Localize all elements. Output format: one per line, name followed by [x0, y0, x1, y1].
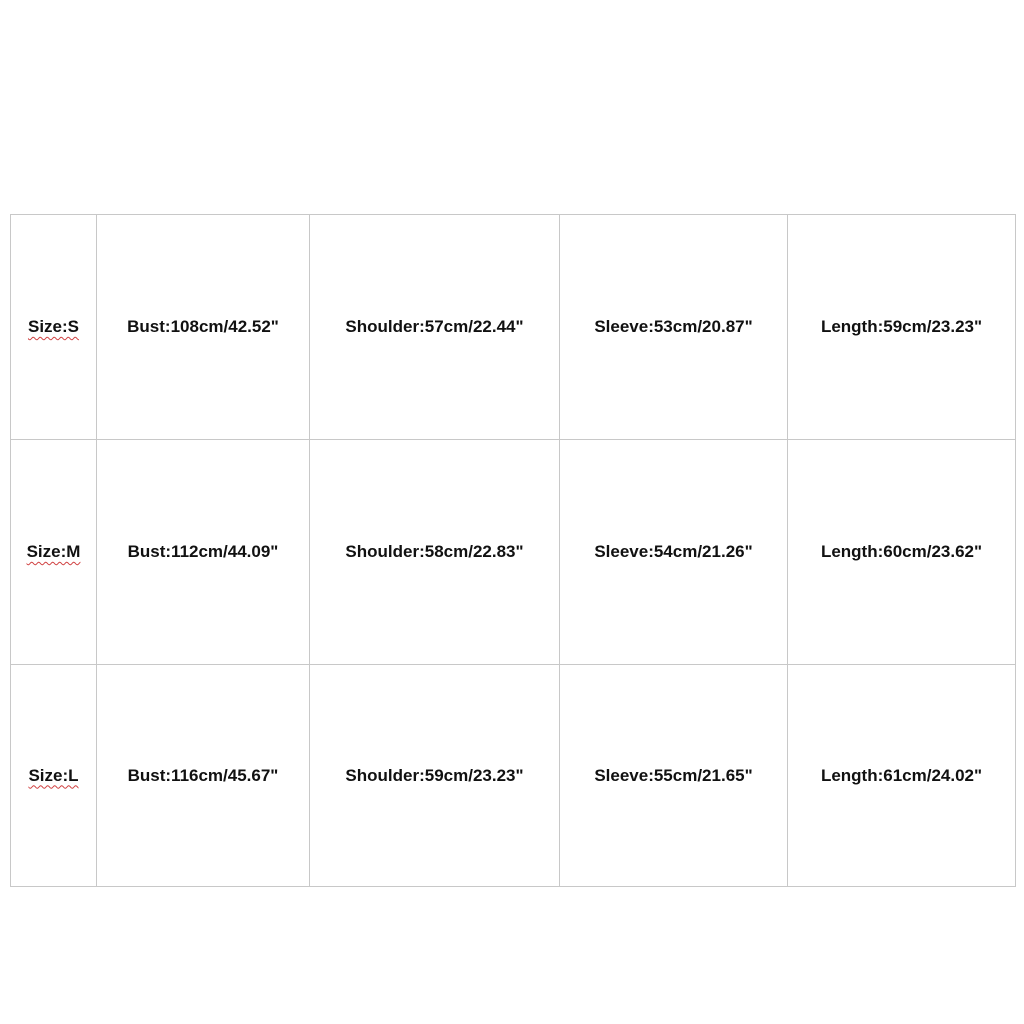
- table-row-size-l: [11, 665, 1016, 887]
- sleeve-cell: Sleeve:55cm/21.65": [560, 665, 788, 887]
- size-cell: [11, 665, 97, 887]
- sleeve-cell: Sleeve:53cm/20.87": [560, 215, 788, 440]
- table-row-size-m: [11, 440, 1016, 665]
- shoulder-cell: Shoulder:59cm/23.23": [310, 665, 560, 887]
- bust-cell: Bust:108cm/42.52": [97, 215, 310, 440]
- length-cell: Length:59cm/23.23": [788, 215, 1016, 440]
- table-row-size-s: [11, 215, 1016, 440]
- size-label: Size:S: [27, 317, 80, 336]
- shoulder-cell: Shoulder:58cm/22.83": [310, 440, 560, 665]
- size-chart-table: [10, 214, 1016, 887]
- length-cell: Length:60cm/23.62": [788, 440, 1016, 665]
- bust-cell: Bust:112cm/44.09": [97, 440, 310, 665]
- size-label: Size:M: [26, 542, 81, 561]
- sleeve-cell: Sleeve:54cm/21.26": [560, 440, 788, 665]
- size-cell: [11, 215, 97, 440]
- bust-cell: Bust:116cm/45.67": [97, 665, 310, 887]
- size-label: Size:L: [28, 765, 79, 785]
- size-cell: [11, 440, 97, 665]
- length-cell: Length:61cm/24.02": [788, 665, 1016, 887]
- shoulder-cell: Shoulder:57cm/22.44": [310, 215, 560, 440]
